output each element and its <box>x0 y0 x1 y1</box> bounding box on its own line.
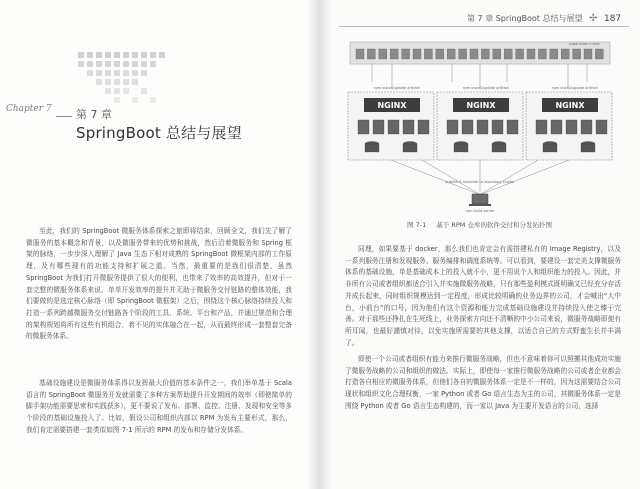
decorative-pixel <box>150 52 156 58</box>
decorative-pixel <box>123 52 129 58</box>
production-mirror <box>350 42 610 64</box>
cluster-label: rpm install/update artifact <box>374 86 420 90</box>
mirror-node <box>584 49 592 59</box>
mirror-node <box>595 49 603 59</box>
decorative-pixel <box>114 61 120 67</box>
decorative-pixel <box>132 52 138 58</box>
mirror-node <box>516 49 524 59</box>
cluster-1 <box>348 86 434 160</box>
build-server <box>466 194 496 213</box>
paragraph: 同理，如果要基于 docker，那么我们也肯定会有需搭建私有的 Image Registry，以及一系列服务注册和发现服务、服务编排和调度系统等。可以看到，要建设一套完美支撑微服务体系的基础设施，单是基础成本上的投入就不小，更不用说个人和组织能力的投入。因此，并非所有公司或者组织都适合引入并实施微服务战略，只有那些盈利模式既明确又已经充分存活并成长起来，同时组织规模达到一定程度，形成比较明确的业务边界的公司，才会喊出“大中台，小前台”的口号，因为他们有这个资源和能力完成基础设施建设并持续投入使之臻于完善。对于那些还挣扎在生死线上，业务探索方向还不清晰的中小公司来说，微服务战略即便有所耳闻，也最好謹慎对待，以免实施所需要的其他支撑，以适合自己的方式野蛮生长并丰满了。 <box>345 245 621 347</box>
chapter-number: 第 7 章 <box>76 108 112 121</box>
server-icons <box>536 120 607 134</box>
decorative-pixel <box>114 88 120 94</box>
decorative-pixel <box>114 52 120 58</box>
decorative-pixel <box>123 79 129 85</box>
decorative-pixel <box>105 79 111 85</box>
mirror-node <box>573 49 581 59</box>
decorative-pixel <box>123 61 129 67</box>
decorative-pixel <box>132 70 138 76</box>
nginx-label: NGINX <box>466 101 496 110</box>
mirror-node <box>527 49 535 59</box>
decorative-pixel <box>132 61 138 67</box>
mirror-node <box>550 49 558 59</box>
mirror-node <box>413 49 421 59</box>
mirror-node <box>561 49 569 59</box>
caption-text: 基于 RPM 仓库的软件交付和分发拓扑图 <box>436 221 552 229</box>
rpm-distribution-diagram <box>342 36 618 214</box>
rpm-label: rpm <box>457 151 465 155</box>
decorative-pixel <box>150 97 156 103</box>
header-chapter: 第 7 章 SpringBoot 总结与展望 <box>467 14 583 23</box>
right-page <box>319 0 640 489</box>
decorative-pixel <box>96 61 102 67</box>
rpm-label: rpm <box>546 151 554 155</box>
decorative-pixel <box>105 61 111 67</box>
cluster-label: rpm install/update artifact <box>552 86 598 90</box>
figure-caption <box>319 220 640 229</box>
mirror-node <box>356 49 364 59</box>
decorative-pixel <box>123 88 129 94</box>
decorative-pixel <box>114 79 120 85</box>
nginx-label: NGINX <box>555 101 585 110</box>
decorative-pixel <box>141 52 147 58</box>
mirror-node <box>424 49 432 59</box>
mirror-node <box>379 49 387 59</box>
paragraph: 至此，我们的 SpringBoot 微服务体系探索之旅即将结束，回顾全文，我们先了解了微服务的基本概念和背景，以及微服务带来的优势和挑战，然后沿着微服务和 Spring 框架的脉络，一步步深入理解了 Java 生态下相对成熟的 SpringBoot 微框架内部的工作原理，及有哪些现有的功能支持和扩展之道。当然，最重要的是我们很清楚，虽然 SpringBoot 为我们打开微服务提供了很大的便利，也带来了效率的高效提升，但对于一套完整的微服务体系来说，单单开发效率的提升并无助于微服务交付链路的整体效能，我们要做的是选定核心脉络（即 SpringBoot 微框架）之后，围绕这个核心脉络持续投入和打造一系列跨越微服务交付链路各个阶段的工具、系统、平台和产品，并通过规范和合理的架构规划将所有这些有机组合、着不见的实体融合在一起，从而最终形成一套整套完备的微服务体系。 <box>26 227 292 341</box>
decorative-pixel <box>87 52 93 58</box>
decorative-pixel <box>123 70 129 76</box>
mirror-node <box>493 49 501 59</box>
decorative-pixel <box>87 70 93 76</box>
publish-arrows <box>391 160 569 194</box>
mirror-node <box>470 49 478 59</box>
ornament-icon: ✢ <box>589 13 598 24</box>
decorative-pixel <box>159 52 165 58</box>
book-gutter-shadow <box>306 0 332 489</box>
mirror-node <box>390 49 398 59</box>
publish-label: publish & replicate to repository cluster <box>445 180 515 184</box>
chapter-divider <box>56 116 72 117</box>
cluster-3 <box>526 86 612 160</box>
decorative-pixel <box>96 52 102 58</box>
decorative-pixel <box>141 61 147 67</box>
build-server-label: rpm build server <box>465 209 495 213</box>
mirror-node <box>459 49 467 59</box>
decorative-pixel <box>141 70 147 76</box>
decorative-pixel <box>87 61 93 67</box>
server-icons <box>447 120 518 134</box>
decorative-pixel <box>141 88 147 94</box>
decorative-pixel <box>96 70 102 76</box>
decorative-pixel <box>105 88 111 94</box>
decorative-pixel <box>114 70 120 76</box>
rpm-label: rpm <box>368 151 376 155</box>
mirror-arrows <box>372 64 587 88</box>
running-header <box>467 13 621 24</box>
mirror-node <box>367 49 375 59</box>
production-mirror-label: production mirror <box>569 42 600 46</box>
decorative-pixel <box>132 97 138 103</box>
server-icons <box>358 120 429 134</box>
decorative-pixel-pattern <box>78 52 168 114</box>
left-page <box>0 0 319 489</box>
mirror-node <box>447 49 455 59</box>
decorative-pixel <box>78 52 84 58</box>
decorative-pixel <box>132 79 138 85</box>
page-number: 187 <box>603 14 622 24</box>
decorative-pixel <box>105 70 111 76</box>
caption-number: 图 7-1 <box>407 221 427 229</box>
decorative-pixel <box>105 52 111 58</box>
paragraph: 即使一个公司或者组织有能力来推行微服务战略，但也不意味着你可以照搬其他成功实施了微服务战略的公司和组织的做法。实际上，即使每一家推行微服务战略的公司或者企业都会打造各自相应的微服务体系，但他们各自的微服务体系一定是不一样的，因为这需要结合公司现状和组织文化合理权衡，一家 Python 或者 Go 语言生态为主的公司，其微服务体系一定是围绕 Python 或者 Go 语言生态构建的，而一家以 Java 为主要开发语言的公司，选择 <box>345 355 621 410</box>
paragraph: 基础设施建设是微服务体系得以发挥最大价值的基本条件之一，我们举单基于 Scala 语言的 SpringBoot 微服务开发就需要了多种方案帮助提升开发期间的效率（即使简单的脚手架功能需要思索和实践获多），更不要说了发布、部署、监控、注册、发现和安全等多个阶段的基础设施投入了。比如，假设公司和组织内部以 RPM 为发布主要形式，那么，我们肯定需要搭建一套类似如图 7-1 所示的 RPM 的发布和存储分发体系。 <box>26 379 292 434</box>
mirror-node <box>436 49 444 59</box>
chapter-title: SpringBoot 总结与展望 <box>76 124 242 142</box>
decorative-pixel <box>114 97 120 103</box>
decorative-pixel <box>96 79 102 85</box>
mirror-node <box>538 49 546 59</box>
mirror-node <box>504 49 512 59</box>
header-rule <box>339 26 629 27</box>
decorative-pixel <box>78 61 84 67</box>
mirror-node <box>402 49 410 59</box>
nginx-label: NGINX <box>377 101 407 110</box>
chapter-script-label: Chapter 7 <box>6 104 52 114</box>
decorative-pixel <box>150 61 156 67</box>
cluster-2 <box>437 86 523 160</box>
cluster-label: rpm install/update artifact <box>463 86 509 90</box>
mirror-node <box>481 49 489 59</box>
